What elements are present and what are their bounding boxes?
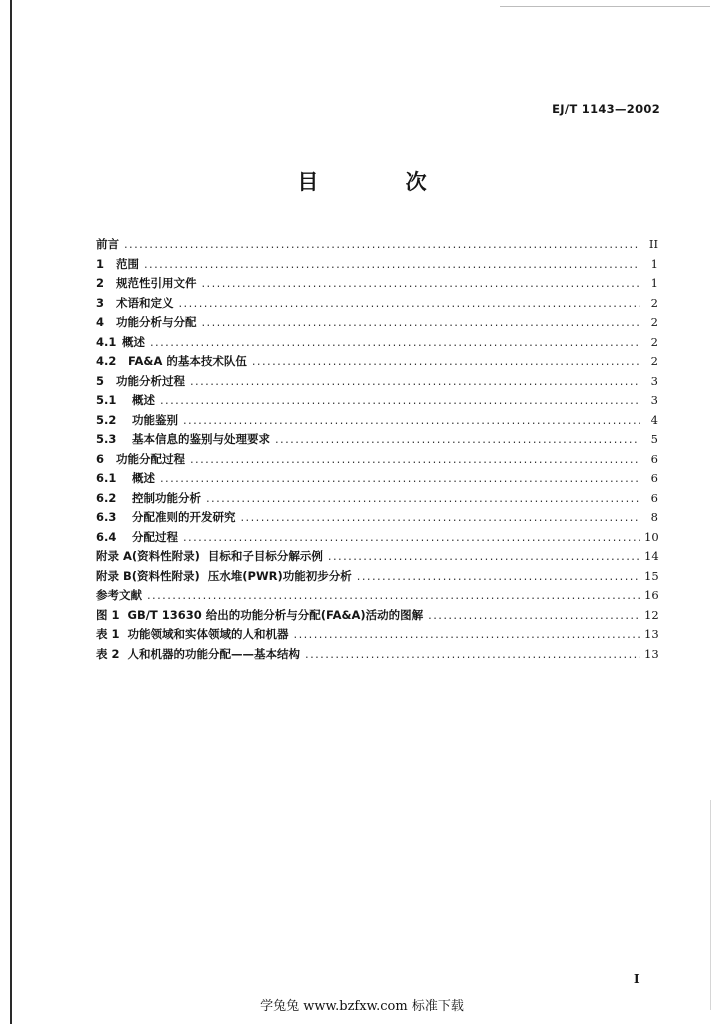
toc-entry-number: 5.1 [96,393,117,407]
dot-leader [328,547,640,567]
dot-leader [150,333,640,353]
toc-entry-label: 表 2 人和机器的功能分配——基本结构 [96,646,301,661]
toc-entry-6[interactable] [96,450,658,470]
page-number: I [634,972,640,986]
toc-entry-number: 3 [96,295,105,310]
toc-entry-5[interactable] [96,372,658,392]
toc-entry-number: 4 [96,315,105,329]
dot-leader [275,430,640,450]
toc-entry-page: 6 [650,451,658,466]
toc-entry-page: 6 [650,490,658,505]
toc-entry-page: 3 [650,373,658,388]
toc-entry-number: 6.1 [96,471,117,485]
toc-entry-appendix-a[interactable] [96,547,658,567]
toc-entry-number: 4.1 [96,334,117,349]
toc-entry-4[interactable] [96,313,658,333]
toc-entry-1[interactable] [96,255,658,275]
toc-entry-page: 15 [644,568,659,583]
toc-entry-page: II [648,237,658,251]
toc-entry-page: 1 [650,256,658,271]
toc-entry-page: 14 [644,549,659,563]
toc-entry-number: 5.3 [96,432,117,446]
dot-leader [241,508,641,528]
dot-leader [202,274,641,294]
toc-entry-6-4[interactable] [96,528,658,548]
toc-entry-label: 规范性引用文件 [116,276,197,290]
dot-leader [160,391,640,411]
toc-entry-table-2[interactable] [96,645,658,665]
toc-entry-6-3[interactable] [96,508,658,528]
toc-entry-label: 功能分析与分配 [116,315,197,329]
dot-leader [190,372,640,392]
toc-entry-page: 2 [650,295,658,310]
toc-entry-page: 13 [644,646,659,661]
toc-entry-table-1[interactable] [96,625,658,645]
site-watermark: 学兔兔 www.bzfxw.com 标准下载 [260,999,464,1014]
toc-entry-number: 1 [96,256,105,271]
toc-entry-label: 参考文献 [96,588,142,602]
dot-leader [428,606,640,626]
toc-entry-label: 分配准则的开发研究 [132,510,236,524]
toc-entry-label: 附录 A(资料性附录) 目标和子目标分解示例 [96,549,323,563]
scan-left-edge [10,0,12,1024]
toc-entry-2[interactable] [96,274,658,294]
toc-entry-label: 前言 [96,237,119,251]
toc-entry-page: 2 [650,354,658,368]
toc-entry-label: 功能分析过程 [116,373,185,388]
toc-entry-number: 5 [96,373,105,388]
dot-leader [183,528,640,548]
toc-entry-number: 6.2 [96,490,117,505]
toc-entry-page: 16 [644,588,659,602]
dot-leader [144,255,640,275]
dot-leader [252,352,640,372]
toc-entry-label: 控制功能分析 [132,490,201,505]
dot-leader [124,235,640,255]
toc-entry-6-1[interactable] [96,469,658,489]
toc-entry-label: 术语和定义 [116,295,174,310]
toc-entry-page: 2 [650,315,658,329]
toc-entry-page: 10 [644,529,659,544]
toc-entry-page: 13 [644,627,659,641]
toc-entry-6-2[interactable] [96,489,658,509]
toc-entry-label: 范围 [116,256,139,271]
dot-leader [202,313,641,333]
scan-right-mark [710,800,711,1010]
toc-entry-page: 5 [650,432,658,446]
toc-entry-label: 概述 [132,471,155,485]
toc-entry-label: 附录 B(资料性附录) 压水堆(PWR)功能初步分析 [96,568,352,583]
toc-entry-page: 12 [644,607,659,622]
toc-entry-number: 6.4 [96,529,117,544]
toc-entry-4-2[interactable] [96,352,658,372]
toc-entry-5-2[interactable] [96,411,658,431]
toc-entry-5-3[interactable] [96,430,658,450]
toc-entry-label: 基本信息的鉴别与处理要求 [132,432,270,446]
dot-leader [179,294,641,314]
toc-entry-label: 功能鉴别 [132,412,178,427]
toc-entry-page: 8 [650,510,658,524]
toc-entry-page: 3 [650,393,658,407]
toc-entry-page: 4 [650,412,658,427]
scan-top-rule [500,6,710,7]
dot-leader [160,469,640,489]
toc-entry-label: 表 1 功能领域和实体领域的人和机器 [96,627,289,641]
toc-entry-number: 5.2 [96,412,117,427]
toc-entry-label: 概述 [122,334,145,349]
toc-entry-label: FA&A 的基本技术队伍 [128,354,247,368]
toc-entry-3[interactable] [96,294,658,314]
toc-entry-number: 6 [96,451,105,466]
toc-list [96,235,658,664]
dot-leader [305,645,640,665]
toc-entry-page: 1 [650,276,658,290]
dot-leader [190,450,640,470]
toc-entry-foreword[interactable] [96,235,658,255]
toc-entry-label: 分配过程 [132,529,178,544]
toc-entry-number: 4.2 [96,354,117,368]
dot-leader [183,411,640,431]
standard-code: EJ/T 1143—2002 [552,102,660,116]
toc-entry-label: 图 1 GB/T 13630 给出的功能分析与分配(FA&A)活动的图解 [96,607,424,622]
toc-entry-number: 6.3 [96,510,117,524]
dot-leader [147,586,640,606]
toc-entry-appendix-b[interactable] [96,567,658,587]
toc-entry-5-1[interactable] [96,391,658,411]
toc-entry-label: 功能分配过程 [116,451,185,466]
toc-entry-references[interactable] [96,586,658,606]
dot-leader [357,567,640,587]
toc-entry-4-1[interactable] [96,333,658,353]
toc-entry-page: 6 [650,471,658,485]
toc-entry-number: 2 [96,276,105,290]
dot-leader [294,625,640,645]
toc-entry-figure-1[interactable] [96,606,658,626]
toc-entry-label: 概述 [132,393,155,407]
toc-entry-page: 2 [650,334,658,349]
dot-leader [206,489,640,509]
toc-title: 目 次 [297,169,467,194]
